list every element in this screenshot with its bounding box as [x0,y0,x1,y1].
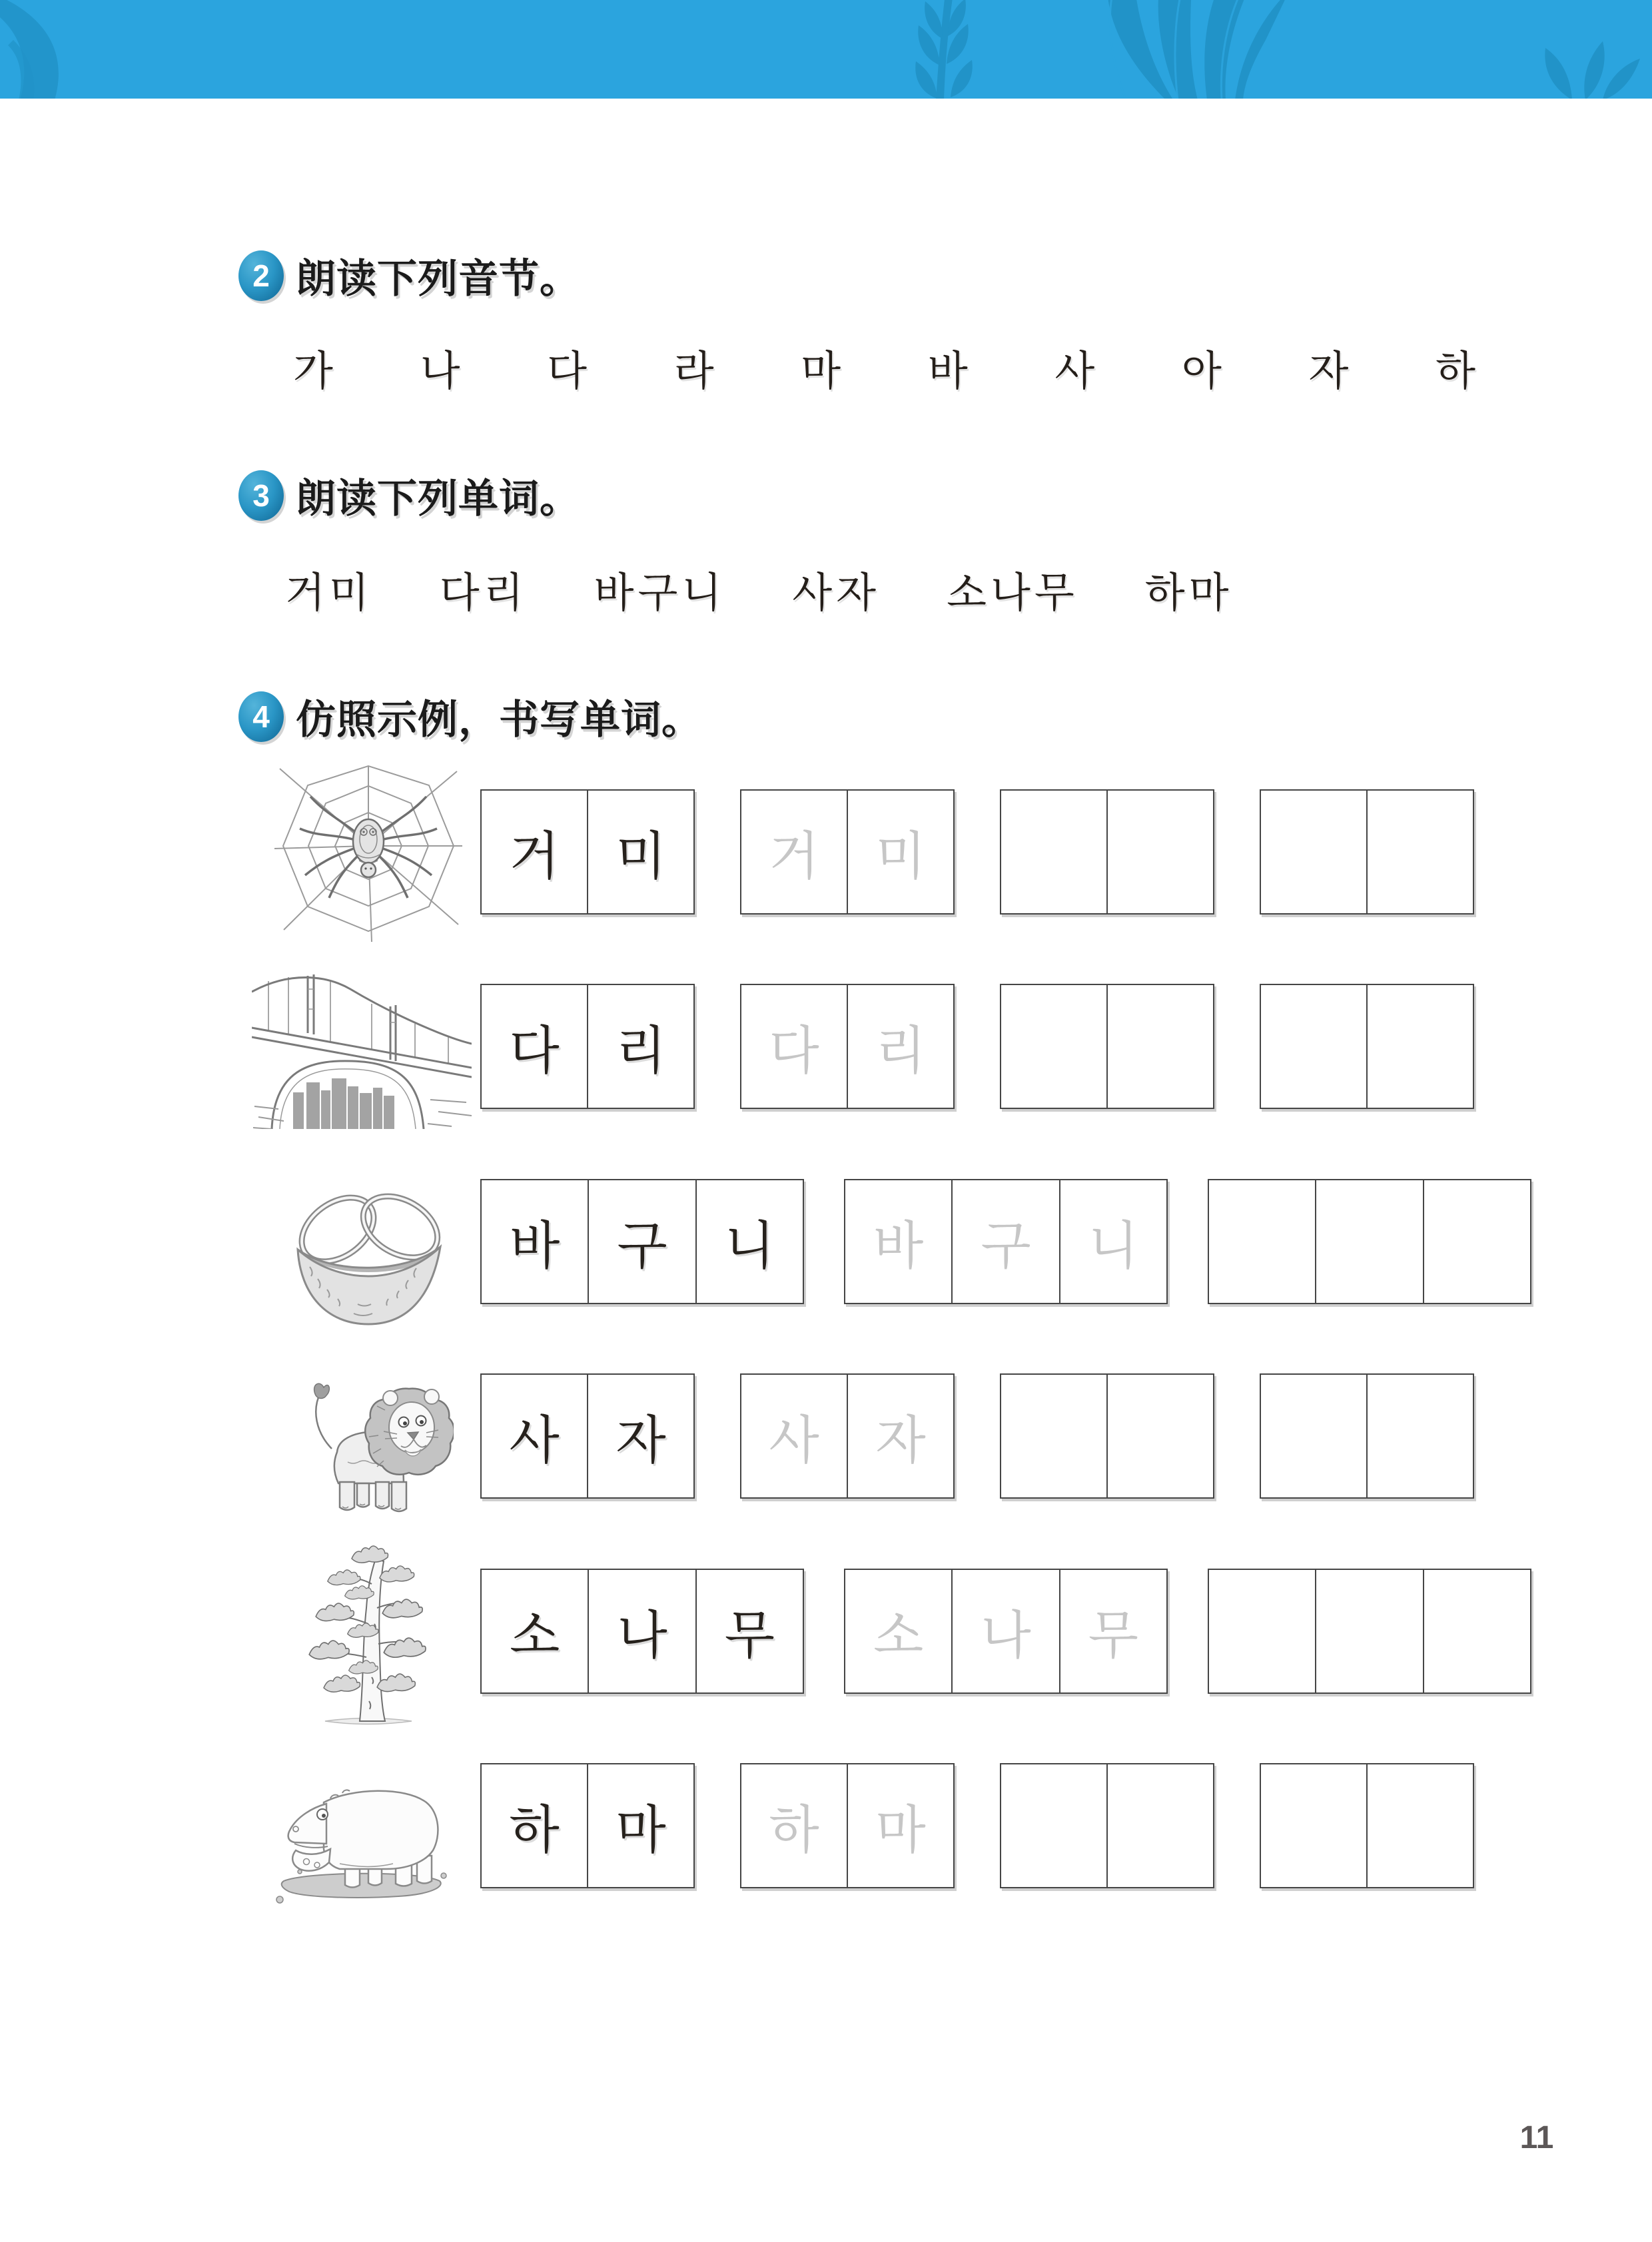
writing-cell-trace: 나 [951,1570,1058,1692]
writing-cell: 바 [509,1216,560,1276]
writing-cell: 소 [509,1606,560,1666]
writing-cell-trace: 다 [769,1021,819,1081]
trace-cells [740,1373,955,1499]
page-number: 11 [1519,2120,1554,2155]
writing-cell-trace: 자 [847,1375,953,1497]
bridge-illustration [252,969,472,1129]
writing-cell-trace: 무 [1059,1570,1166,1692]
empty-cells [1260,789,1474,915]
trace-cells [740,1763,955,1888]
writing-cell: 무 [695,1570,803,1692]
writing-cell-empty [1366,791,1473,913]
word: 거미 [285,567,373,617]
syllable: 다 [547,346,588,395]
writing-cell: 마 [587,1764,693,1887]
exercise-number: 2 [252,258,270,293]
writing-cell-empty [1315,1570,1422,1692]
syllable: 사 [1054,346,1095,395]
empty-cells [1000,984,1214,1109]
writing-cell-trace: 하 [769,1800,819,1860]
practice-row-basket [480,1179,1531,1304]
exercise-3-number-badge [238,470,284,521]
writing-cell: 리 [587,985,693,1108]
writing-cell-empty [1366,1764,1473,1887]
practice-row-bridge [480,984,1474,1109]
writing-cell-empty [1209,1180,1315,1303]
word-row [285,558,1233,619]
page-header-band [0,0,1652,99]
writing-cell-empty [1261,791,1366,913]
writing-cell-empty [1106,1764,1213,1887]
writing-cell: 니 [695,1180,803,1303]
exercise-4-heading [238,690,702,743]
empty-cells [1208,1179,1531,1304]
syllable-row [293,336,1475,398]
syllable: 바 [927,346,968,395]
syllable: 하 [1436,346,1475,395]
syllable: 가 [293,346,333,395]
writing-cell-trace: 바 [873,1216,924,1276]
writing-cell-empty [1423,1570,1530,1692]
leaf-decoration [0,0,1652,99]
example-cells [480,1763,695,1888]
writing-cell: 사 [509,1411,560,1471]
word: 사자 [792,567,881,617]
exercise-2-title: 朗读下列音节。 [296,256,580,301]
practice-row-lion [480,1373,1474,1499]
writing-cell: 다 [509,1021,560,1081]
syllable: 라 [673,346,714,395]
example-cells [480,984,695,1109]
writing-cell-empty [1366,1375,1473,1497]
writing-cell-empty [1001,985,1106,1108]
syllable: 나 [420,346,460,395]
lion-illustration [290,1369,454,1515]
writing-cell: 미 [587,791,693,913]
practice-row-spider [480,789,1474,915]
exercise-2-number-badge [238,250,284,301]
writing-cell-empty [1001,1764,1106,1887]
practice-row-hippo [480,1763,1474,1888]
pine-tree-illustration [305,1544,432,1727]
writing-cell-empty [1261,1764,1366,1887]
writing-cell-trace: 리 [847,985,953,1108]
spider-illustration [272,765,465,943]
writing-cell-empty [1261,1375,1366,1497]
empty-cells [1208,1569,1531,1694]
empty-cells [1260,1373,1474,1499]
writing-cell: 거 [509,827,560,887]
empty-cells [1260,984,1474,1109]
word: 바구니 [594,567,726,617]
exercise-3-title: 朗读下列单词。 [296,476,580,521]
writing-cell-empty [1001,1375,1106,1497]
syllable: 자 [1308,346,1349,395]
writing-cell: 구 [588,1180,695,1303]
empty-cells [1000,789,1214,915]
basket-illustration [283,1180,455,1330]
writing-cell-trace: 소 [873,1606,924,1666]
writing-cell-empty [1106,791,1213,913]
trace-cells [740,984,955,1109]
exercise-number: 4 [252,699,270,734]
writing-cell: 자 [587,1375,693,1497]
writing-cell-empty [1315,1180,1422,1303]
writing-cell-trace: 사 [769,1411,819,1471]
trace-cells [844,1569,1168,1694]
exercise-4-title: 仿照示例，书写单词。 [296,697,702,742]
example-cells [480,789,695,915]
example-cells [480,1569,804,1694]
writing-cell-trace: 니 [1059,1180,1166,1303]
writing-cell: 하 [509,1800,560,1860]
example-cells [480,1179,804,1304]
writing-cell-empty [1106,1375,1213,1497]
hippo-illustration [265,1750,458,1904]
example-cells [480,1373,695,1499]
exercise-2-heading [238,249,580,302]
empty-cells [1000,1373,1214,1499]
exercise-4-number-badge [238,691,284,742]
writing-cell-empty [1106,985,1213,1108]
writing-cell-trace: 마 [847,1764,953,1887]
writing-cell-empty [1001,791,1106,913]
exercise-number: 3 [252,478,270,513]
practice-row-pine-tree [480,1569,1531,1694]
writing-cell-empty [1423,1180,1530,1303]
writing-cell-empty [1261,985,1366,1108]
word: 다리 [439,567,528,617]
writing-cell-trace: 거 [769,827,819,887]
writing-cell-empty [1366,985,1473,1108]
syllable: 아 [1181,346,1222,395]
writing-cell-trace: 미 [847,791,953,913]
word: 하마 [1144,567,1233,617]
trace-cells [844,1179,1168,1304]
trace-cells [740,789,955,915]
word: 소나무 [947,567,1078,617]
empty-cells [1260,1763,1474,1888]
writing-cell: 나 [588,1570,695,1692]
writing-cell-empty [1209,1570,1315,1692]
writing-cell-trace: 구 [951,1180,1058,1303]
exercise-3-heading [238,469,580,522]
syllable: 마 [801,346,841,395]
empty-cells [1000,1763,1214,1888]
